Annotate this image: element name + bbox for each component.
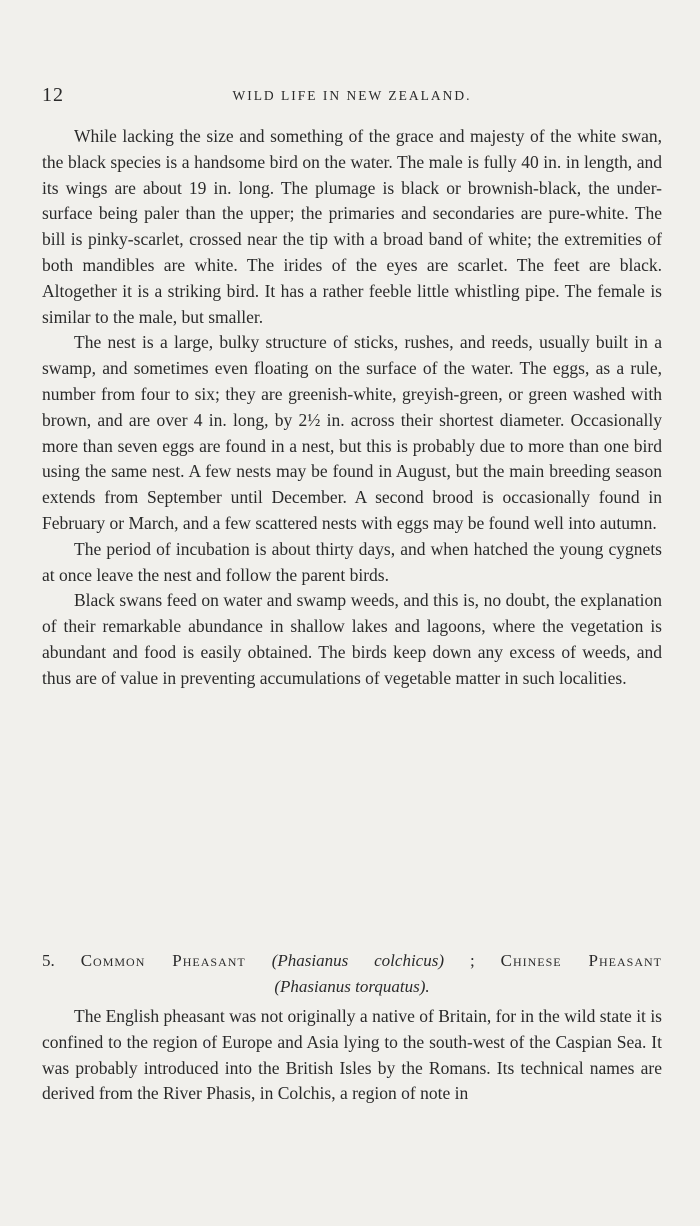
paragraph: The nest is a large, bulky structure of sticks, rushes, and reeds, usually built in a swamp, and sometimes even floating on the surface of the water. The eggs, as a rule, number from four to six; they are greenish-white, greyish-green, or green washed with brown, and are over 4 in. long, by 2½ in. across their shortest diameter. Occasionally more than seven eggs are found in a nest, but this is probably due to more than one bird using the same nest. A few nests may be found in August, but the main breeding season extends from September until December. A second brood is occasionally found in February or March, and a few scattered nests with eggs may be found well into autumn. bbox=[42, 332, 662, 533]
section-heading-line-2 bbox=[42, 974, 662, 1000]
section-separator: ; bbox=[469, 951, 475, 970]
section-latin-name-1: (Phasianus colchicus) bbox=[271, 951, 444, 970]
section-number: 5. bbox=[42, 951, 55, 970]
paragraph: The period of incubation is about thirty days, and when hatched the young cygnets at once leave the nest and follow the parent birds. bbox=[42, 538, 662, 585]
page-number: 12 bbox=[42, 84, 64, 106]
body-text bbox=[42, 124, 662, 692]
section-heading bbox=[42, 948, 662, 1000]
running-head bbox=[42, 84, 662, 108]
paragraph: Black swans feed on water and swamp weeds, and this is, no doubt, the explanation of their remarkable abundance in shallow lakes and lagoons, where the vegetation is abundant and food is easily obtained. The birds keep down any excess of weeds, and thus are of value in preventing accumulations of vegetable matter in such localities. bbox=[42, 590, 662, 688]
section-body-text bbox=[42, 1004, 662, 1107]
paragraph: The English pheasant was not originally a native of Britain, for in the wild state it is confined to the region of Europe and Asia lying to the south-west of the Caspian Sea. It was probably introduced into the British Isles by the Romans. Its technical names are derived from the River Phasis, in Colchis, a region of note in bbox=[42, 1006, 662, 1104]
section-common-name-2: Chinese Pheasant bbox=[500, 951, 662, 970]
section-common-name-1: Common Pheasant bbox=[80, 951, 246, 970]
paragraph: While lacking the size and something of the grace and majesty of the white swan, the black species is a handsome bird on the water. The male is fully 40 in. in length, and its wings are about 19 in. long. The plumage is black or brownish-black, the under-surface being paler than the upper; the primaries and secondaries are pure-white. The bill is pinky-scarlet, crossed near the tip with a broad band of white; the extremities of both mandibles are white. The irides of the eyes are scarlet. The feet are black. Altogether it is a striking bird. It has a rather feeble little whistling pipe. The female is similar to the male, but smaller. bbox=[42, 126, 662, 327]
running-title: WILD LIFE IN NEW ZEALAND. bbox=[232, 88, 472, 103]
section-heading-line-1 bbox=[42, 948, 662, 974]
section-latin-name-2: (Phasianus torquatus). bbox=[274, 977, 430, 996]
